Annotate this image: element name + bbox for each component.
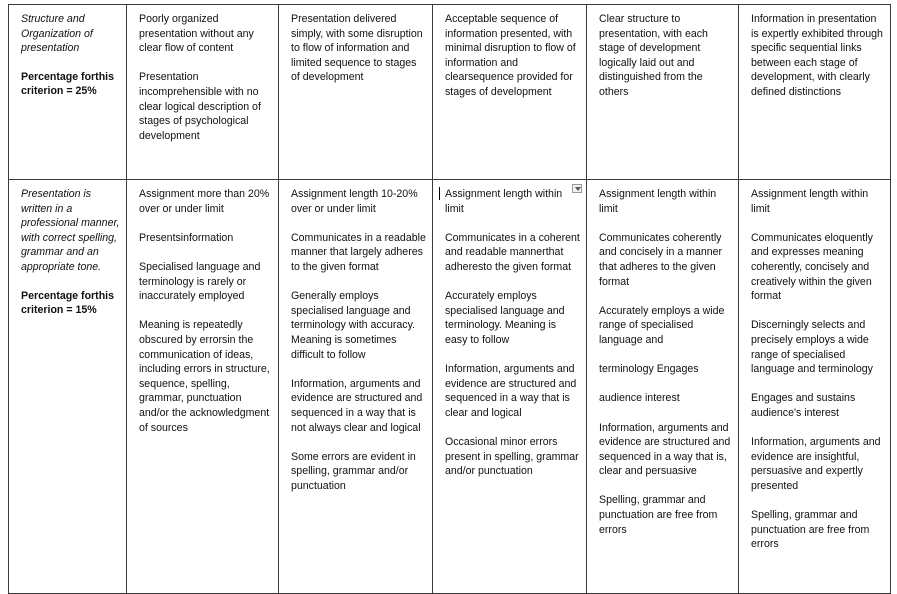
cell-paragraph: Communicates in a coherent and readable mannerthat adheresto the given format (445, 231, 580, 273)
cell-paragraph: Information in presentation is expertly exhibited through specific sequential links between each stage of development, with clearly defined distinctions (751, 13, 883, 98)
cell-paragraph: Some errors are evident in spelling, grammar and/or punctuation (291, 450, 416, 492)
cell-paragraph: Information, arguments and evidence are structured and sequenced in a way that is clear and logical (445, 363, 577, 419)
cell-paragraph: Communicates eloquently and expresses meaning coherently, concisely and creatively within the given format (751, 231, 873, 303)
cell-paragraph: Accurately employs a wide range of specialised language and (599, 304, 725, 346)
cell-content (139, 12, 272, 143)
cell-paragraph: Assignment more than 20% over or under limit (139, 188, 270, 215)
rubric-cell[interactable] (739, 180, 891, 594)
rubric-cell[interactable] (739, 5, 891, 180)
cell-content (445, 187, 580, 479)
cell-content (751, 187, 884, 552)
cell-paragraph: Acceptable sequence of information presented, with minimal disruption to flow of information and clearsequence provided for stages of development (445, 13, 576, 98)
cell-paragraph: Communicates in a readable manner that largely adheres to the given format (291, 231, 426, 273)
cell-paragraph: terminology Engages (599, 363, 699, 376)
rubric-cell[interactable] (587, 180, 739, 594)
criterion-title: Presentation is written in a professional manner, with correct spelling, grammar and an appropriate tone. (21, 188, 120, 273)
criterion-percentage: Percentage forthis criterion = 15% (21, 289, 115, 317)
cell-paragraph: Meaning is repeatedly obscured by errorsin the communication of ideas, including errors in structure, sequence, spelling, grammar, punctuation and/or the acknowledgment of sources (139, 319, 270, 434)
cell-paragraph: Information, arguments and evidence are structured and sequenced in a way that is, clear and persuasive (599, 421, 731, 478)
cell-paragraph: Clear structure to presentation, with each stage of development logically laid out and distinguished from the others (599, 13, 708, 98)
rubric-cell[interactable] (433, 180, 587, 594)
criterion-cell[interactable] (9, 180, 127, 594)
cell-paragraph: Discerningly selects and precisely employs a wide range of specialised language and terminology (751, 319, 873, 376)
cell-paragraph: Assignment length within limit (751, 188, 869, 215)
cell-paragraph: Assignment length within limit (445, 188, 563, 215)
cell-paragraph: Presentation incomprehensible with no clear logical description of stages of psychological development (139, 71, 261, 142)
cell-content (751, 12, 884, 100)
cell-paragraph: Accurately employs specialised language and terminology. Meaning is easy to follow (445, 290, 565, 346)
cell-paragraph: Communicates coherently and concisely in a manner that adheres to the given format (599, 231, 723, 288)
rubric-cell[interactable] (127, 5, 279, 180)
rubric-cell[interactable] (279, 180, 433, 594)
criterion-cell[interactable] (9, 5, 127, 180)
cell-paragraph: Information, arguments and evidence are insightful, persuasive and expertly presented (751, 436, 881, 492)
rubric-cell[interactable] (433, 5, 587, 180)
cell-paragraph: Assignment length 10-20% over or under limit (291, 188, 418, 215)
rubric-row (9, 5, 891, 180)
criterion-percentage: Percentage forthis criterion = 25% (21, 70, 115, 98)
criterion-title: Structure and Organization of presentation (21, 13, 93, 55)
cell-paragraph: Generally employs specialised language and terminology with accuracy. Meaning is sometimes difficult to follow (291, 290, 416, 361)
text-cursor (439, 187, 440, 200)
cell-content (445, 12, 580, 100)
rubric-table (8, 4, 891, 594)
cell-paragraph: audience interest (599, 392, 680, 405)
cell-paragraph: Presentation delivered simply, with some disruption to flow of information and limited sequence to stages of development (291, 13, 423, 84)
chevron-down-icon[interactable] (572, 184, 582, 193)
rubric-row (9, 180, 891, 594)
rubric-cell[interactable] (279, 5, 433, 180)
cell-paragraph: Occasional minor errors present in spelling, grammar and/or punctuation (445, 436, 579, 478)
cell-paragraph: Spelling, grammar and punctuation are free from errors (599, 494, 718, 536)
cell-content (599, 12, 732, 100)
cell-paragraph: Specialised language and terminology is rarely or inaccurately employed (139, 260, 261, 303)
cell-content (599, 187, 732, 537)
cell-paragraph: Information, arguments and evidence are structured and sequenced in a way that is not always clear and logical (291, 377, 423, 434)
rubric-cell[interactable] (587, 5, 739, 180)
cell-content (291, 187, 426, 493)
cell-paragraph: Presentsinformation (139, 231, 234, 244)
cell-paragraph: Poorly organized presentation without any clear flow of content (139, 13, 254, 55)
cell-content (291, 12, 426, 85)
rubric-cell[interactable] (127, 180, 279, 594)
cell-content (139, 187, 272, 435)
cell-paragraph: Engages and sustains audience's interest (751, 392, 856, 419)
cell-paragraph: Spelling, grammar and punctuation are free from errors (751, 509, 870, 551)
cell-paragraph: Assignment length within limit (599, 188, 717, 215)
